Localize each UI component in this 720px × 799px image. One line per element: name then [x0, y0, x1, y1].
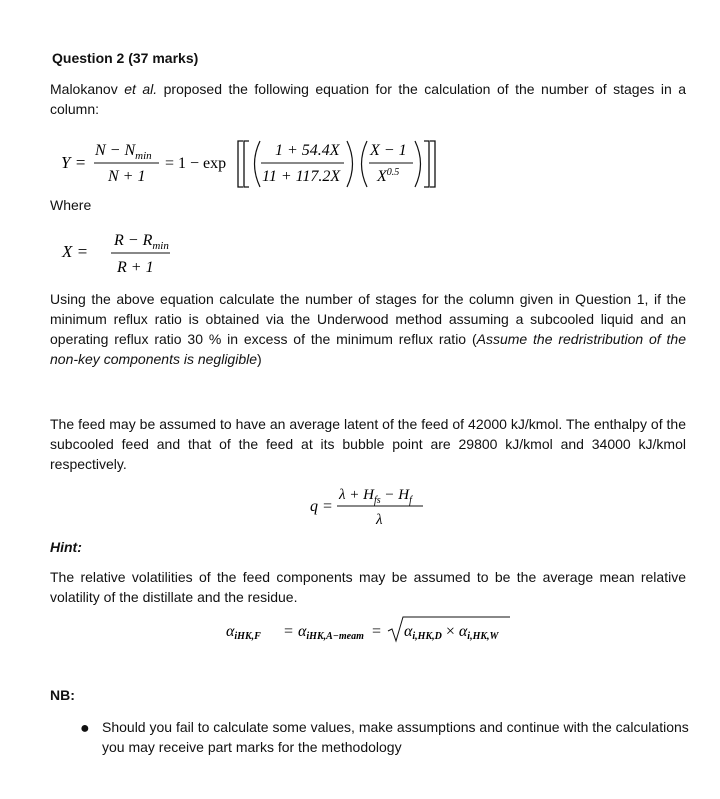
- hint-label: Hint:: [50, 539, 82, 555]
- malokanov-equation: [55, 135, 455, 191]
- eq3-denominator: λ: [376, 512, 383, 528]
- eq1-left-bracket-inner: [244, 141, 249, 187]
- intro-text-italic: et al.: [124, 81, 158, 97]
- intro-text-start: Malokanov: [50, 81, 125, 97]
- eq1-one-minus-exp: = 1 − exp: [165, 155, 227, 172]
- eq1-frac3-numerator: X − 1: [370, 142, 407, 159]
- eq1-frac2-denominator: 11 + 117.2X: [262, 168, 341, 185]
- eq4-radicand: αi,HK,D × αi,HK,W: [404, 623, 499, 642]
- nb-label: NB:: [50, 687, 75, 703]
- q-equation: [305, 482, 445, 532]
- eq1-left-bracket-outer: [238, 141, 243, 187]
- task-text-close: ): [257, 351, 262, 367]
- task-paragraph: [50, 289, 686, 369]
- x-definition-equation: [56, 226, 206, 280]
- eq1-frac2-numerator: 1 + 54.4X: [275, 142, 340, 159]
- intro-paragraph: [50, 79, 686, 119]
- question-title: Question 2 (37 marks): [52, 50, 199, 66]
- eq1-right-paren-2: [415, 141, 421, 187]
- eq3-numerator: $\lambda + H_{fs} - H_f$: [339, 487, 412, 506]
- where-label: Where: [50, 197, 92, 213]
- eq1-right-paren-1: [347, 141, 353, 187]
- intro-text-end: proposed the following equation for the calculation of the number of stages in a column:: [50, 81, 687, 117]
- task-text: Using the above equation calculate the number of stages for the column given in Question 1, if the minimum reflux ratio is obtained via the Underwood method assuming a subcooled liquid and an operating reflux ratio 30 % in excess of the minimum reflux ratio (: [50, 291, 686, 347]
- eq2-lhs: X =: [62, 242, 89, 261]
- eq1-right-bracket-inner: [424, 141, 429, 187]
- feed-paragraph: The feed may be assumed to have an average latent of the feed of 42000 kJ/kmol. The enthalpy of the subcooled feed and that of the feed at its bubble point are 29800 kJ/kmol and 34000 kJ/kmol respectively.: [50, 416, 686, 472]
- eq1-lhs: Y =: [61, 153, 87, 172]
- task-text-italic: Assume the redristribution of the non-key components is negligible: [50, 331, 687, 367]
- hint-paragraph: The relative volatilities of the feed components may be assumed to be the average mean relative volatility of the distillate and the residue.: [50, 569, 686, 605]
- eq2-denominator: R + 1: [117, 259, 154, 276]
- eq4-equals-2: =: [372, 623, 382, 640]
- eq1-frac1-denominator: N + 1: [108, 168, 146, 185]
- eq1-left-paren-1: [255, 141, 261, 187]
- eq1-frac3-denominator: $X^{0.5}$: [377, 167, 400, 185]
- eq4-lhs: αiHK,F: [226, 623, 261, 642]
- eq4-equals-1: =: [284, 623, 294, 640]
- eq1-frac1-numerator: $N - N_{min}$: [95, 142, 152, 162]
- bullet-icon: ●: [80, 720, 90, 737]
- nb-item: Should you fail to calculate some values, make assumptions and continue with the calculations you may receive part marks for the methodology: [102, 719, 689, 755]
- alpha-equation: [222, 614, 522, 650]
- eq1-right-bracket-outer: [430, 141, 435, 187]
- eq1-left-paren-2: [362, 141, 368, 187]
- eq4-mid: αiHK,A−meam: [298, 623, 364, 642]
- eq3-lhs: q =: [310, 498, 333, 515]
- eq2-numerator: $R - R_{min}$: [114, 232, 169, 252]
